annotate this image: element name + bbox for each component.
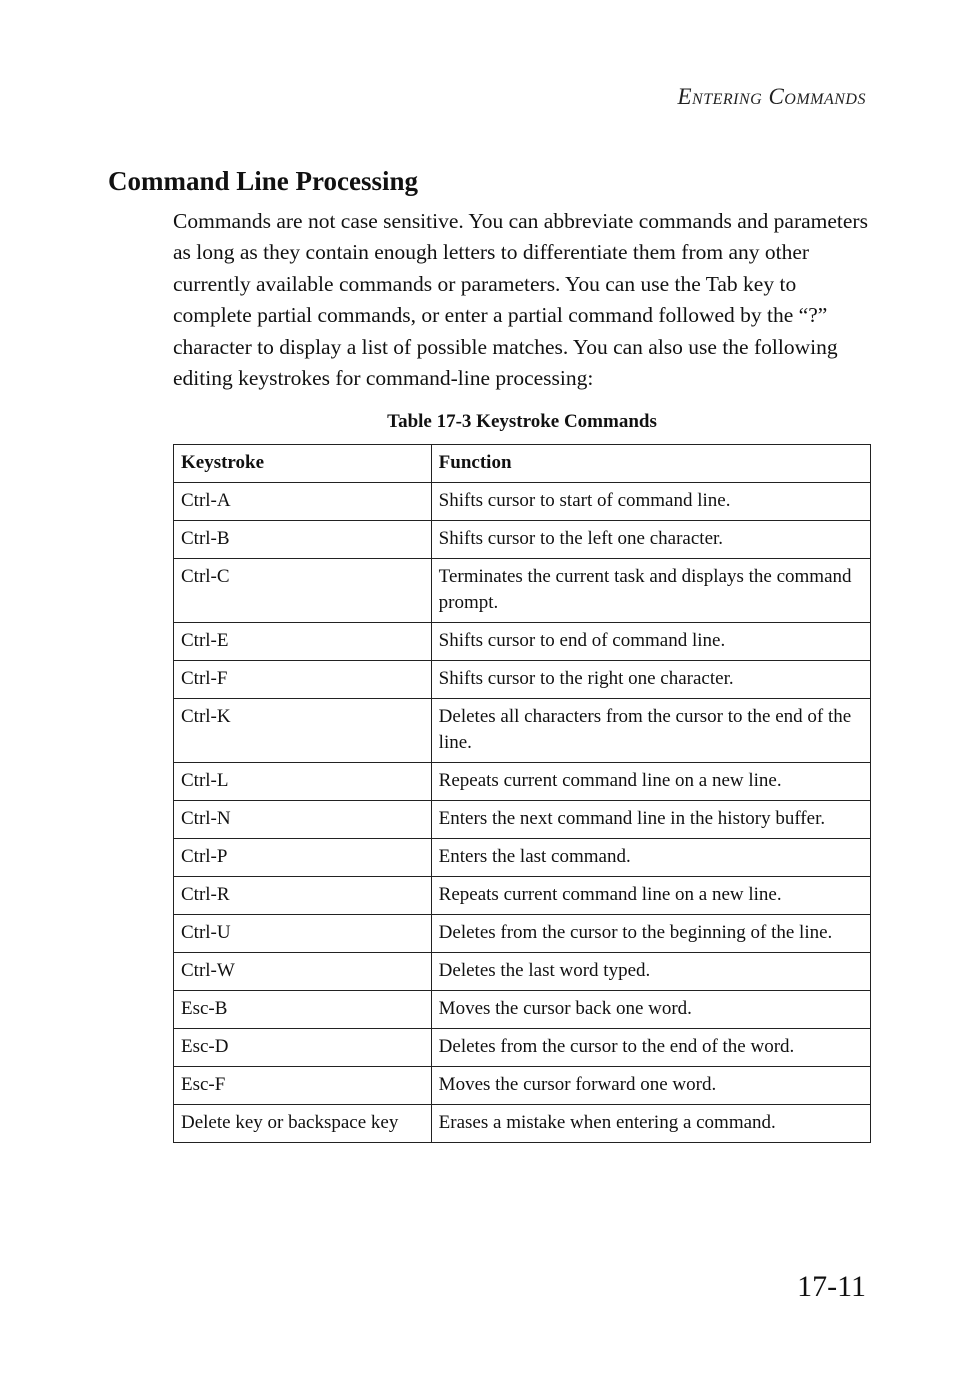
keystroke-cell: Ctrl-R [174,877,432,915]
function-cell: Shifts cursor to the right one character. [431,661,870,699]
section-title: Command Line Processing [108,166,419,196]
function-cell: Shifts cursor to start of command line. [431,483,870,521]
function-cell: Terminates the current task and displays the command prompt. [431,559,870,623]
table-row [174,661,871,699]
function-cell: Deletes the last word typed. [431,953,870,991]
table-row [174,1067,871,1105]
function-cell: Repeats current command line on a new line. [431,877,870,915]
table-row [174,521,871,559]
keystroke-cell: Esc-F [174,1067,432,1105]
table-row [174,801,871,839]
function-cell: Repeats current command line on a new line. [431,763,870,801]
function-cell: Deletes from the cursor to the end of the word. [431,1029,870,1067]
keystroke-cell: Ctrl-L [174,763,432,801]
column-header-function: Function [431,445,870,483]
function-cell: Moves the cursor forward one word. [431,1067,870,1105]
keystroke-cell: Ctrl-W [174,953,432,991]
keystroke-cell: Ctrl-F [174,661,432,699]
keystroke-cell: Ctrl-C [174,559,432,623]
function-cell: Shifts cursor to end of command line. [431,623,870,661]
table-row [174,1029,871,1067]
function-cell: Erases a mistake when entering a command. [431,1105,870,1143]
function-cell: Deletes all characters from the cursor to the end of the line. [431,699,870,763]
keystroke-cell: Ctrl-E [174,623,432,661]
keystroke-cell: Ctrl-N [174,801,432,839]
table-row [174,839,871,877]
table-row [174,483,871,521]
keystroke-cell: Delete key or backspace key [174,1105,432,1143]
keystroke-table [173,444,871,1143]
table-row [174,763,871,801]
function-cell: Deletes from the cursor to the beginning of the line. [431,915,870,953]
keystroke-cell: Ctrl-K [174,699,432,763]
table-header-row [174,445,871,483]
keystroke-cell: Ctrl-U [174,915,432,953]
keystroke-cell: Ctrl-B [174,521,432,559]
table-row [174,1105,871,1143]
page-number: 17-11 [797,1270,866,1303]
function-cell: Enters the last command. [431,839,870,877]
keystroke-cell: Ctrl-P [174,839,432,877]
table-row [174,953,871,991]
function-cell: Shifts cursor to the left one character. [431,521,870,559]
keystroke-cell: Esc-B [174,991,432,1029]
table-caption: Table 17-3 Keystroke Commands [387,411,657,432]
table-row [174,991,871,1029]
table-row [174,877,871,915]
intro-paragraph: Commands are not case sensitive. You can abbreviate commands and parameters as long as they contain enough letters to differentiate them from any other currently available commands or parameters. You can use the Tab key to complete partial commands, or enter a partial command followed by the “?” character to display a list of possible matches. You can also use the following editing keystrokes for command-line processing: [173,209,868,391]
keystroke-cell: Ctrl-A [174,483,432,521]
keystroke-cell: Esc-D [174,1029,432,1067]
table-row [174,559,871,623]
table-row [174,699,871,763]
function-cell: Moves the cursor back one word. [431,991,870,1029]
running-header: Entering Commands [677,84,866,109]
table-row [174,623,871,661]
table-row [174,915,871,953]
column-header-keystroke: Keystroke [174,445,432,483]
function-cell: Enters the next command line in the history buffer. [431,801,870,839]
